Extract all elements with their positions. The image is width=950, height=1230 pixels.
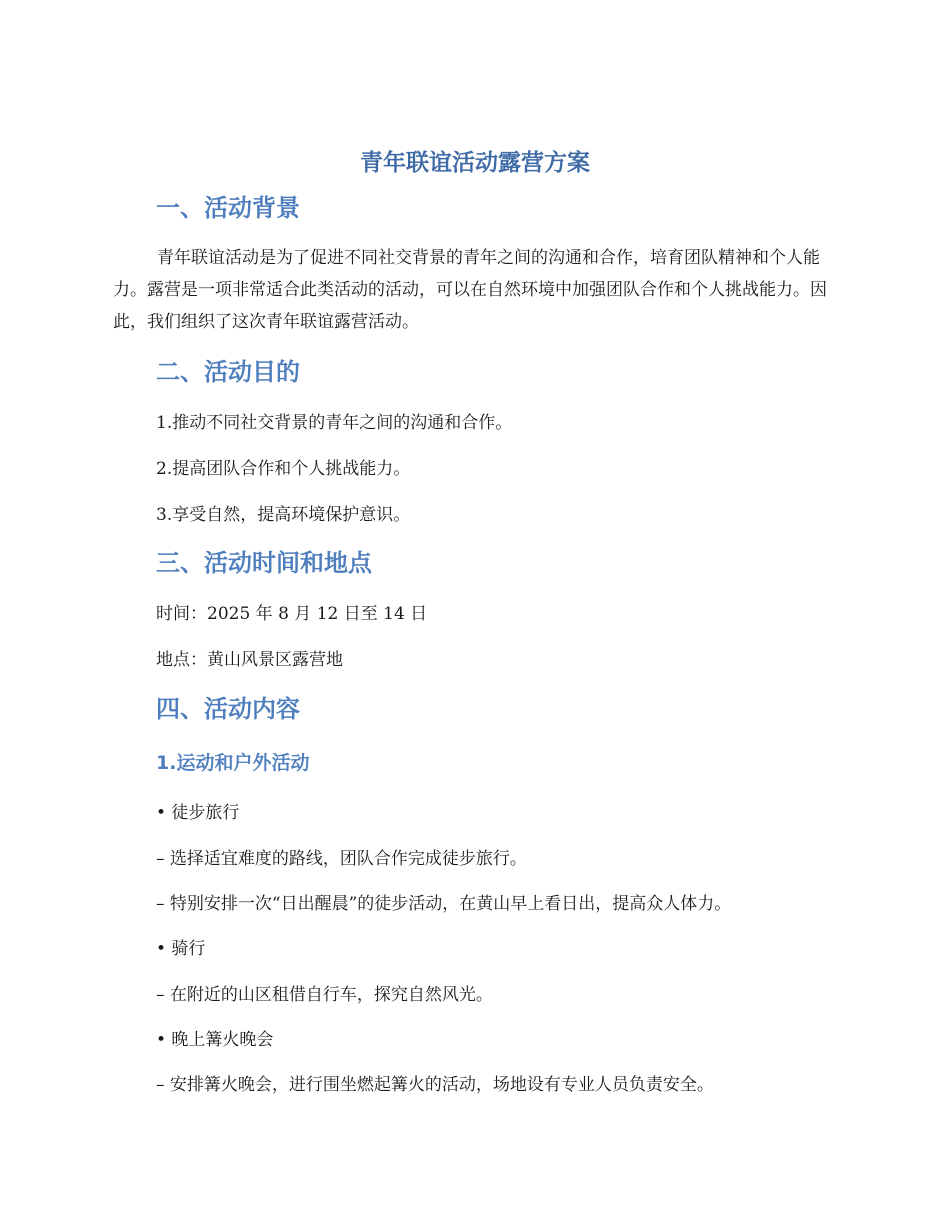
- list-item-bonfire-party: • 晚上篝火晚会: [156, 1030, 274, 1050]
- list-detail-hiking-route: – 选择适宜难度的路线，团队合作完成徒步旅行。: [156, 849, 527, 869]
- list-item-hiking: • 徒步旅行: [156, 803, 240, 823]
- section-heading-background: 一、活动背景: [156, 194, 300, 222]
- purpose-item-1: 1.推动不同社交背景的青年之间的沟通和合作。: [156, 413, 513, 433]
- purpose-item-2: 2.提高团队合作和个人挑战能力。: [156, 459, 411, 479]
- background-paragraph: 青年联谊活动是为了促进不同社交背景的青年之间的沟通和合作，培育团队精神和个人能力。露营是一项非常适合此类活动的活动，可以在自然环境中加强团队合作和个人挑战能力。因此，我们组织了这次青年联谊露营活动。: [113, 248, 827, 332]
- section-heading-purpose: 二、活动目的: [156, 358, 300, 386]
- activity-time: 时间：2025 年 8 月 12 日至 14 日: [156, 604, 428, 624]
- purpose-item-3: 3.享受自然，提高环境保护意识。: [156, 505, 411, 525]
- activity-place: 地点：黄山风景区露营地: [156, 650, 343, 670]
- list-item-cycling: • 骑行: [156, 939, 206, 959]
- list-detail-bike-rental: – 在附近的山区租借自行车，探究自然风光。: [156, 985, 493, 1005]
- section-heading-time-place: 三、活动时间和地点: [156, 549, 372, 577]
- document-title: 青年联谊活动露营方案: [360, 150, 590, 176]
- list-detail-bonfire-safety: – 安排篝火晚会，进行围坐燃起篝火的活动，场地设有专业人员负责安全。: [156, 1075, 714, 1095]
- subheading-outdoor-activities: 1.运动和户外活动: [156, 752, 310, 774]
- list-detail-sunrise-hike: – 特别安排一次“日出醒晨”的徒步活动，在黄山早上看日出，提高众人体力。: [156, 894, 732, 914]
- section-heading-content: 四、活动内容: [156, 695, 300, 723]
